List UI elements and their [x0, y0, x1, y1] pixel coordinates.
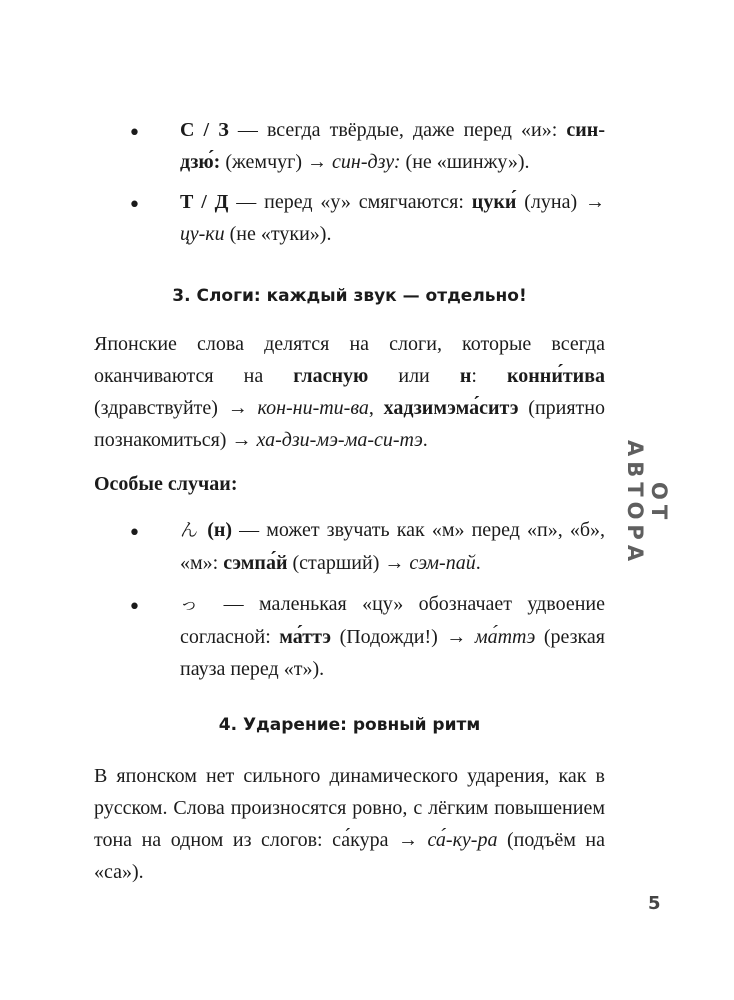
tsu-word: ма́ттэ	[279, 626, 332, 648]
subheading-special-cases	[94, 468, 605, 500]
syl-text-5: ,	[368, 397, 384, 419]
sz-word: син-дзю́:	[180, 119, 605, 173]
syl-text-4: (здравствуйте) →	[94, 397, 258, 419]
tsu-kana: っ	[180, 594, 209, 615]
n-text-2: (старший) →	[287, 552, 410, 574]
paragraph-syllables	[94, 328, 605, 456]
td-text-1: — перед «у» смягчаются:	[228, 191, 472, 213]
syl-text-2: или	[368, 365, 460, 387]
bullet-marker: •	[128, 595, 141, 620]
list-item-sz	[180, 114, 605, 178]
td-label: Т / Д	[180, 191, 229, 213]
sz-reading: син-дзу:	[332, 151, 401, 173]
syl-text-6: (приятно познакомиться) →	[94, 397, 605, 451]
n-label: (н)	[207, 519, 233, 541]
stress-text-1: В японском нет сильного динамического ударения, как в русском. Слова произносятся ровно, с лёгким повышением тона на одном из слогов: са́кура →	[94, 765, 605, 851]
n-reading: сэм-пай	[409, 552, 476, 574]
stress-text-2: (подъём на «са»).	[94, 829, 605, 883]
bullet-marker: •	[128, 521, 141, 546]
bullet-marker: •	[128, 193, 141, 218]
syl-word-2: хадзимэма́ситэ	[383, 397, 519, 419]
n-text-1: — может звучать как «м» перед «п», «б», «м»:	[180, 519, 606, 574]
tsu-reading: ма́ттэ	[474, 626, 536, 648]
syl-text-1: Японские слова делятся на слоги, которые всегда оканчиваются на	[94, 333, 605, 387]
syl-text-7: .	[422, 429, 428, 451]
tsu-text-3: (резкая пауза перед «т»).	[180, 626, 605, 680]
list-item-td	[180, 186, 605, 250]
sz-label: С / З	[180, 119, 229, 141]
td-text-2: (луна) →	[516, 191, 605, 213]
stress-reading: са́-ку-ра	[427, 829, 498, 851]
section-heading-syllables: 3. Слоги: каждый звук — отдельно!	[172, 286, 527, 306]
special-title: Особые случаи:	[94, 473, 238, 495]
syl-text-3: :	[471, 365, 508, 387]
td-word: цуки́	[471, 191, 517, 213]
page-number: 5	[648, 893, 661, 914]
td-reading: цу-ки	[180, 223, 225, 245]
syl-bold-2: н	[459, 365, 472, 387]
list-item-tsu	[180, 588, 605, 685]
syl-word-1: конни́тива	[507, 365, 605, 387]
section-heading-stress: 4. Ударение: ровный ритм	[218, 715, 481, 735]
syl-reading-1: кон-ни-ти-ва	[257, 397, 369, 419]
list-item-n	[180, 514, 605, 579]
sz-text-3: (не «шинжу»).	[400, 151, 530, 173]
paragraph-stress	[94, 760, 605, 888]
tsu-text-2: (Подожди!) →	[331, 626, 475, 648]
syl-bold-1: гласную	[293, 365, 369, 387]
sz-text-1: — всегда твёрдые, даже перед «и»:	[228, 119, 567, 141]
chapter-side-label: ОТ АВТОРА	[623, 439, 671, 567]
n-text-3: .	[475, 552, 481, 574]
sz-text-2: (жемчуг) →	[220, 151, 333, 173]
n-kana: ん	[180, 520, 201, 541]
bullet-marker: •	[128, 121, 141, 146]
syl-reading-2: ха-дзи-мэ-ма-си-тэ	[256, 429, 423, 451]
tsu-text-1: — маленькая «цу» обозначает удвоение согласной:	[180, 593, 606, 648]
td-text-3: (не «туки»).	[224, 223, 332, 245]
n-word: сэмпа́й	[223, 552, 288, 574]
